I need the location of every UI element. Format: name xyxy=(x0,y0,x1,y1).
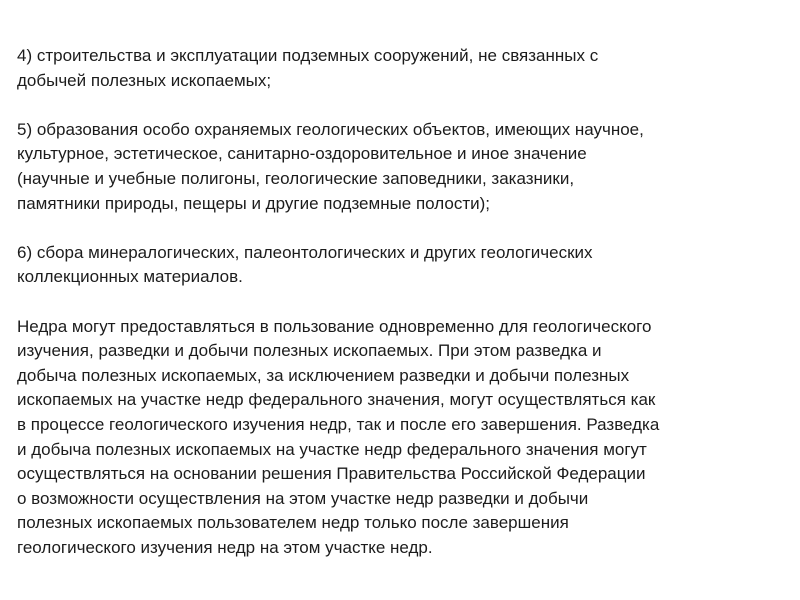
text-line: в процессе геологического изучения недр, так и после его завершения. Разведка xyxy=(17,414,660,434)
text-line: культурное, эстетическое, санитарно-оздоровительное и иное значение xyxy=(17,144,587,164)
text-line: 4) строительства и эксплуатации подземных сооружений, не связанных с xyxy=(17,46,599,65)
text-line: (научные и учебные полигоны, геологические заповедники, заказники, xyxy=(17,168,575,188)
text-line: коллекционных материалов. xyxy=(17,267,243,287)
text-line: полезных ископаемых пользователем недр только после завершения xyxy=(17,513,569,533)
text-line: памятники природы, пещеры и другие подземные полости); xyxy=(17,193,490,213)
text-line: добычей полезных ископаемых; xyxy=(17,70,272,90)
text-line: 5) образования особо охраняемых геологических объектов, имеющих научное, xyxy=(17,119,644,139)
text-line: и добыча полезных ископаемых на участке недр федерального значения могут xyxy=(17,439,647,459)
text-line: о возможности осуществления на этом участке недр разведки и добычи xyxy=(17,488,589,508)
text-line: 6) сбора минералогических, палеонтологических и других геологических xyxy=(17,242,593,262)
text-line: ископаемых на участке недр федерального значения, могут осуществляться как xyxy=(17,390,656,410)
text-line: геологического изучения недр на этом участке недр. xyxy=(17,537,433,557)
text-line: осуществляться на основании решения Правительства Российской Федерации xyxy=(17,464,646,484)
document-text xyxy=(17,44,787,560)
text-line: изучения, разведки и добычи полезных ископаемых. При этом разведка и xyxy=(17,341,602,361)
paragraph-item-5 xyxy=(17,118,787,216)
paragraph-main-text xyxy=(17,315,787,561)
paragraph-item-4 xyxy=(17,44,787,93)
text-line: Недра могут предоставляться в пользование одновременно для геологического xyxy=(17,316,652,336)
text-line: добыча полезных ископаемых, за исключением разведки и добычи полезных xyxy=(17,365,630,385)
paragraph-item-6 xyxy=(17,241,787,290)
